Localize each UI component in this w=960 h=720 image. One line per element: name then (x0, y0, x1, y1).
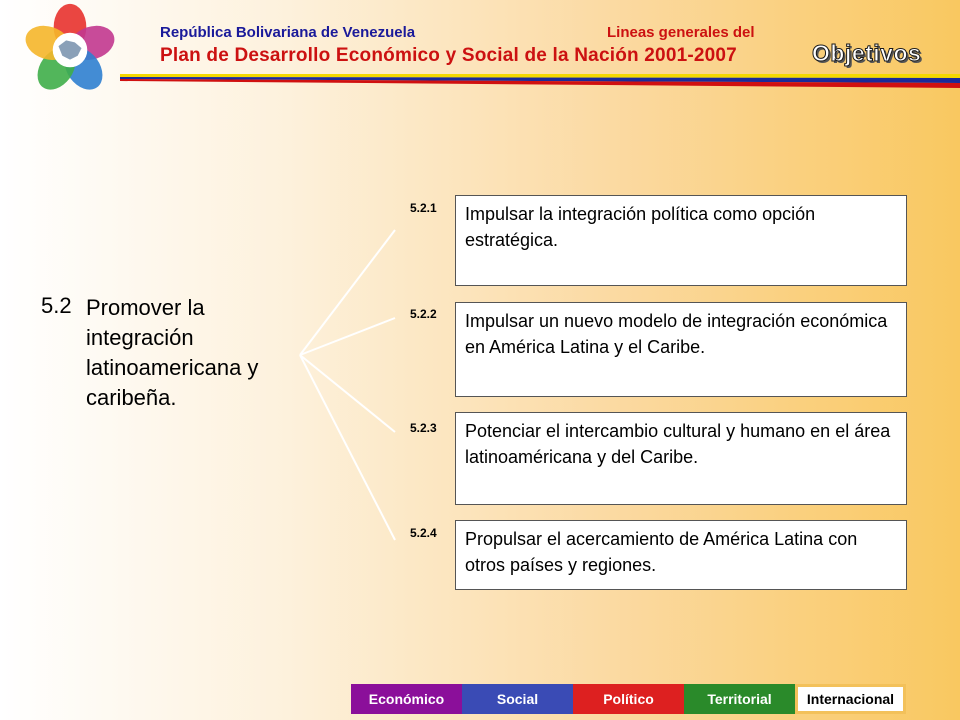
country-name: República Bolivariana de Venezuela (160, 24, 416, 41)
sub-objective-box: Potenciar el intercambio cultural y humano en el área latinoaméricana y del Caribe. (455, 412, 907, 505)
tab-territorial[interactable]: Territorial (684, 684, 795, 714)
tab-economico[interactable]: Económico (351, 684, 462, 714)
sub-objective-number: 5.2.2 (410, 307, 437, 321)
sub-objective-number: 5.2.4 (410, 526, 437, 540)
venezuela-flower-logo-icon (22, 2, 118, 98)
plan-title: Plan de Desarrollo Económico y Social de la Nación 2001-2007 (160, 45, 737, 66)
objective-number: 5.2 (41, 293, 72, 318)
sub-objective-box: Impulsar la integración política como opción estratégica. (455, 195, 907, 286)
tab-social[interactable]: Social (462, 684, 573, 714)
sub-objective-number: 5.2.3 (410, 421, 437, 435)
section-title: Objetivos (812, 40, 922, 66)
sub-objective-number: 5.2.1 (410, 201, 437, 215)
objective-text: Promover la integración latinoamericana y caribeña. (86, 295, 259, 410)
lineas-generales-label: Lineas generales del (607, 24, 755, 41)
tab-internacional[interactable]: Internacional (795, 684, 906, 714)
sub-objective-box: Impulsar un nuevo modelo de integración económica en América Latina y el Caribe. (455, 302, 907, 397)
section-nav (351, 684, 906, 714)
sub-objective-box: Propulsar el acercamiento de América Latina con otros países y regiones. (455, 520, 907, 590)
tab-politico[interactable]: Político (573, 684, 684, 714)
tricolor-header-line (120, 74, 960, 88)
